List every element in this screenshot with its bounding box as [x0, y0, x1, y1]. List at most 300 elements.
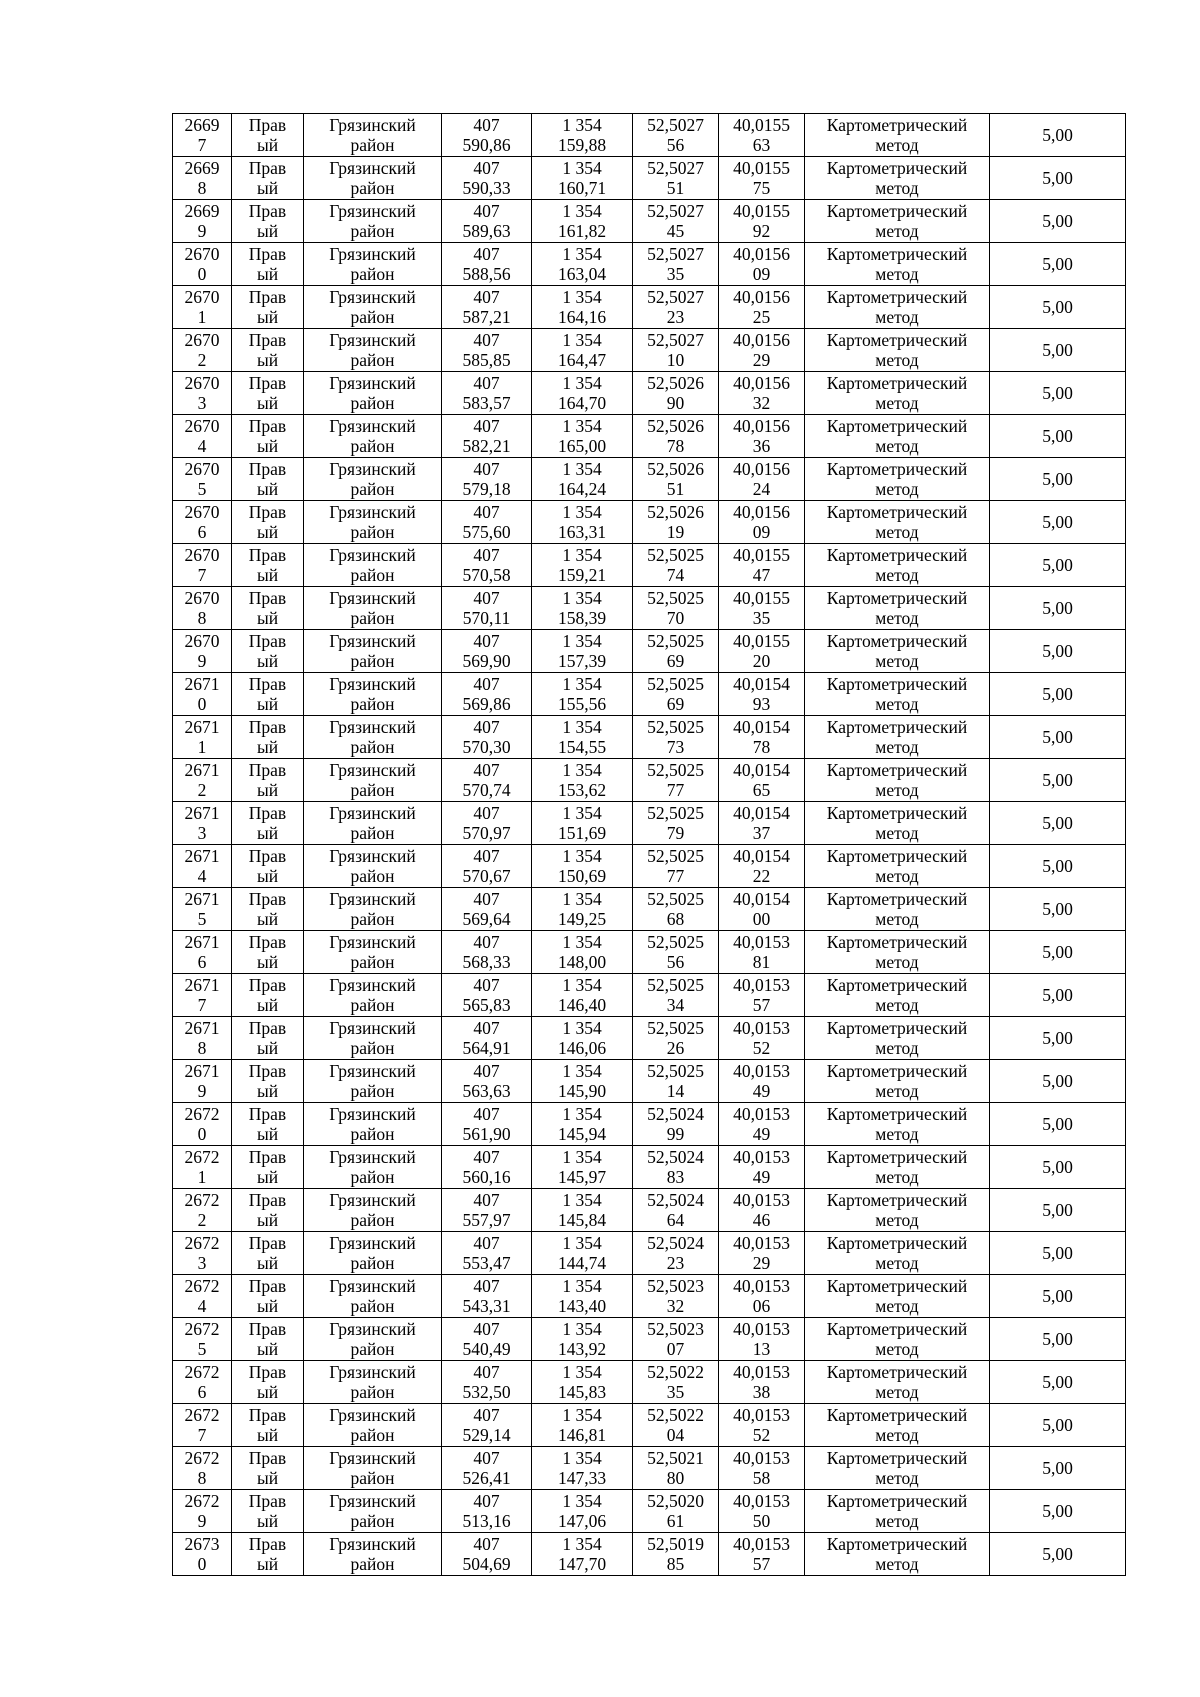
longitude-cell-line: 63: [752, 135, 771, 155]
longitude-cell-line: 20: [752, 651, 771, 671]
side-cell-line: Прав: [248, 330, 287, 350]
method-cell-line: Картометрический: [826, 416, 968, 436]
district-cell-line: Грязинский: [329, 1405, 416, 1425]
side-cell: [232, 587, 304, 630]
method-cell: [805, 286, 990, 329]
longitude-cell-line: 49: [752, 1081, 771, 1101]
point-number-cell: [173, 372, 232, 415]
point-number-cell-line: 2671: [184, 1018, 220, 1038]
y-coordinate-cell: [532, 1361, 633, 1404]
y-coordinate-cell: [532, 1447, 633, 1490]
accuracy-cell: 5,00: [990, 587, 1126, 630]
y-coordinate-cell-line: 148,00: [557, 952, 607, 972]
point-number-cell-line: 2: [197, 350, 207, 370]
x-coordinate-cell: [442, 1060, 532, 1103]
x-coordinate-cell: [442, 1275, 532, 1318]
method-cell: [805, 501, 990, 544]
point-number-cell-line: 5: [197, 479, 207, 499]
district-cell-line: Грязинский: [329, 244, 416, 264]
district-cell-line: Грязинский: [329, 1319, 416, 1339]
longitude-cell-line: 40,0154: [733, 674, 790, 694]
longitude-cell-line: 52: [752, 1425, 771, 1445]
table-row: [173, 759, 1126, 802]
method-cell: [805, 716, 990, 759]
x-coordinate-cell: [442, 243, 532, 286]
y-coordinate-cell: [532, 200, 633, 243]
district-cell-line: район: [350, 952, 395, 972]
district-cell-line: район: [350, 264, 395, 284]
table-row: [173, 458, 1126, 501]
latitude-cell-line: 52,5022: [647, 1362, 704, 1382]
latitude-cell-line: 80: [666, 1468, 685, 1488]
x-coordinate-cell-line: 407: [473, 1018, 500, 1038]
side-cell: [232, 329, 304, 372]
x-coordinate-cell: [442, 114, 532, 157]
district-cell: [304, 974, 442, 1017]
x-coordinate-cell: [442, 415, 532, 458]
y-coordinate-cell-line: 1 354: [562, 1276, 602, 1296]
table-row: [173, 888, 1126, 931]
table-row: [173, 1490, 1126, 1533]
point-number-cell-line: 8: [197, 178, 207, 198]
y-coordinate-cell-line: 1 354: [562, 975, 602, 995]
point-number-cell-line: 0: [197, 264, 207, 284]
method-cell: [805, 1318, 990, 1361]
y-coordinate-cell: [532, 501, 633, 544]
y-coordinate-cell-line: 1 354: [562, 1534, 602, 1554]
method-cell-line: Картометрический: [826, 158, 968, 178]
table-row: [173, 243, 1126, 286]
x-coordinate-cell: [442, 1017, 532, 1060]
district-cell: [304, 1060, 442, 1103]
accuracy-cell: 5,00: [990, 1533, 1126, 1576]
accuracy-cell: 5,00: [990, 630, 1126, 673]
x-coordinate-cell-line: 588,56: [462, 264, 511, 284]
y-coordinate-cell-line: 1 354: [562, 1319, 602, 1339]
longitude-cell-line: 40,0153: [733, 1534, 790, 1554]
latitude-cell: [633, 888, 719, 931]
y-coordinate-cell-line: 146,06: [557, 1038, 607, 1058]
side-cell: [232, 888, 304, 931]
method-cell-line: метод: [875, 1081, 919, 1101]
method-cell: [805, 673, 990, 716]
accuracy-cell: 5,00: [990, 329, 1126, 372]
table-row: [173, 673, 1126, 716]
method-cell-line: метод: [875, 565, 919, 585]
side-cell-line: Прав: [248, 502, 287, 522]
point-number-cell-line: 2673: [184, 1534, 220, 1554]
latitude-cell-line: 10: [666, 350, 685, 370]
district-cell: [304, 802, 442, 845]
y-coordinate-cell-line: 145,84: [557, 1210, 607, 1230]
point-number-cell: [173, 1361, 232, 1404]
y-coordinate-cell-line: 143,40: [557, 1296, 607, 1316]
accuracy-cell: 5,00: [990, 1490, 1126, 1533]
point-number-cell-line: 3: [197, 393, 207, 413]
x-coordinate-cell-line: 407: [473, 760, 500, 780]
y-coordinate-cell: [532, 157, 633, 200]
longitude-cell-line: 40,0156: [733, 502, 790, 522]
latitude-cell-line: 52,5025: [647, 932, 704, 952]
method-cell: [805, 200, 990, 243]
y-coordinate-cell-line: 165,00: [557, 436, 607, 456]
district-cell-line: Грязинский: [329, 158, 416, 178]
district-cell-line: Грязинский: [329, 1147, 416, 1167]
x-coordinate-cell: [442, 1490, 532, 1533]
table-row: [173, 157, 1126, 200]
district-cell: [304, 1318, 442, 1361]
x-coordinate-cell-line: 561,90: [462, 1124, 511, 1144]
point-number-cell-line: 4: [197, 866, 207, 886]
latitude-cell-line: 35: [666, 1382, 685, 1402]
x-coordinate-cell-line: 582,21: [462, 436, 511, 456]
point-number-cell: [173, 802, 232, 845]
point-number-cell-line: 2670: [184, 287, 220, 307]
point-number-cell-line: 2: [197, 1210, 207, 1230]
latitude-cell: [633, 1275, 719, 1318]
side-cell: [232, 1318, 304, 1361]
point-number-cell: [173, 974, 232, 1017]
x-coordinate-cell-line: 407: [473, 1491, 500, 1511]
longitude-cell-line: 38: [752, 1382, 771, 1402]
longitude-cell-line: 46: [752, 1210, 771, 1230]
y-coordinate-cell-line: 1 354: [562, 1233, 602, 1253]
side-cell: [232, 415, 304, 458]
latitude-cell-line: 35: [666, 264, 685, 284]
district-cell-line: район: [350, 1339, 395, 1359]
point-number-cell: [173, 544, 232, 587]
y-coordinate-cell: [532, 1275, 633, 1318]
longitude-cell-line: 40,0153: [733, 1405, 790, 1425]
y-coordinate-cell-line: 1 354: [562, 115, 602, 135]
point-number-cell-line: 6: [197, 1382, 207, 1402]
point-number-cell: [173, 1060, 232, 1103]
method-cell: [805, 1275, 990, 1318]
latitude-cell-line: 77: [666, 866, 685, 886]
side-cell: [232, 501, 304, 544]
longitude-cell: [719, 1189, 805, 1232]
x-coordinate-cell-line: 407: [473, 1233, 500, 1253]
x-coordinate-cell: [442, 888, 532, 931]
side-cell-line: Прав: [248, 115, 287, 135]
longitude-cell-line: 40,0156: [733, 416, 790, 436]
latitude-cell-line: 52,5023: [647, 1319, 704, 1339]
x-coordinate-cell: [442, 1361, 532, 1404]
latitude-cell-line: 52,5019: [647, 1534, 704, 1554]
side-cell: [232, 1017, 304, 1060]
table-row: [173, 1189, 1126, 1232]
y-coordinate-cell: [532, 1318, 633, 1361]
y-coordinate-cell: [532, 1146, 633, 1189]
latitude-cell: [633, 415, 719, 458]
x-coordinate-cell-line: 553,47: [462, 1253, 511, 1273]
longitude-cell: [719, 759, 805, 802]
method-cell-line: метод: [875, 995, 919, 1015]
side-cell-line: ый: [256, 436, 279, 456]
x-coordinate-cell-line: 570,67: [462, 866, 511, 886]
longitude-cell-line: 40,0153: [733, 1104, 790, 1124]
longitude-cell-line: 40,0153: [733, 1362, 790, 1382]
method-cell: [805, 888, 990, 931]
method-cell-line: метод: [875, 1511, 919, 1531]
side-cell-line: ый: [256, 393, 279, 413]
side-cell: [232, 544, 304, 587]
longitude-cell: [719, 1533, 805, 1576]
point-number-cell: [173, 1017, 232, 1060]
side-cell-line: Прав: [248, 975, 287, 995]
longitude-cell-line: 40,0156: [733, 244, 790, 264]
y-coordinate-cell-line: 1 354: [562, 631, 602, 651]
x-coordinate-cell-line: 532,50: [462, 1382, 511, 1402]
longitude-cell: [719, 1361, 805, 1404]
district-cell-line: район: [350, 350, 395, 370]
side-cell-line: Прав: [248, 201, 287, 221]
method-cell-line: Картометрический: [826, 201, 968, 221]
method-cell: [805, 329, 990, 372]
x-coordinate-cell: [442, 1318, 532, 1361]
longitude-cell: [719, 372, 805, 415]
y-coordinate-cell-line: 164,70: [557, 393, 607, 413]
latitude-cell: [633, 716, 719, 759]
method-cell-line: метод: [875, 135, 919, 155]
side-cell-line: ый: [256, 178, 279, 198]
method-cell-line: метод: [875, 780, 919, 800]
point-number-cell: [173, 716, 232, 759]
x-coordinate-cell-line: 407: [473, 975, 500, 995]
side-cell-line: ый: [256, 350, 279, 370]
district-cell-line: Грязинский: [329, 631, 416, 651]
side-cell-line: Прав: [248, 1448, 287, 1468]
longitude-cell-line: 40,0155: [733, 588, 790, 608]
side-cell-line: Прав: [248, 1276, 287, 1296]
district-cell-line: район: [350, 1210, 395, 1230]
district-cell-line: район: [350, 694, 395, 714]
method-cell-line: метод: [875, 307, 919, 327]
y-coordinate-cell: [532, 544, 633, 587]
latitude-cell-line: 52,5025: [647, 588, 704, 608]
method-cell-line: метод: [875, 1124, 919, 1144]
point-number-cell-line: 7: [197, 995, 207, 1015]
latitude-cell-line: 69: [666, 694, 685, 714]
side-cell-line: Прав: [248, 631, 287, 651]
longitude-cell-line: 40,0156: [733, 287, 790, 307]
longitude-cell-line: 40,0153: [733, 1276, 790, 1296]
y-coordinate-cell-line: 1 354: [562, 846, 602, 866]
longitude-cell-line: 29: [752, 1253, 771, 1273]
district-cell-line: Грязинский: [329, 287, 416, 307]
method-cell: [805, 845, 990, 888]
point-number-cell: [173, 1103, 232, 1146]
y-coordinate-cell-line: 153,62: [557, 780, 607, 800]
point-number-cell-line: 2669: [184, 158, 220, 178]
method-cell-line: Картометрический: [826, 846, 968, 866]
latitude-cell-line: 52,5025: [647, 889, 704, 909]
district-cell-line: Грязинский: [329, 588, 416, 608]
longitude-cell: [719, 1490, 805, 1533]
district-cell: [304, 888, 442, 931]
method-cell-line: метод: [875, 1554, 919, 1574]
method-cell-line: метод: [875, 866, 919, 886]
x-coordinate-cell-line: 407: [473, 201, 500, 221]
point-number-cell-line: 2669: [184, 201, 220, 221]
y-coordinate-cell: [532, 1060, 633, 1103]
accuracy-cell: 5,00: [990, 888, 1126, 931]
side-cell: [232, 1146, 304, 1189]
latitude-cell-line: 23: [666, 1253, 685, 1273]
point-number-cell: [173, 415, 232, 458]
district-cell-line: район: [350, 780, 395, 800]
method-cell: [805, 587, 990, 630]
method-cell-line: Картометрический: [826, 1491, 968, 1511]
accuracy-cell: 5,00: [990, 1275, 1126, 1318]
district-cell-line: Грязинский: [329, 330, 416, 350]
point-number-cell: [173, 587, 232, 630]
y-coordinate-cell-line: 1 354: [562, 1061, 602, 1081]
latitude-cell-line: 52,5020: [647, 1491, 704, 1511]
latitude-cell-line: 34: [666, 995, 685, 1015]
district-cell-line: район: [350, 909, 395, 929]
district-cell-line: Грязинский: [329, 975, 416, 995]
longitude-cell-line: 35: [752, 608, 771, 628]
x-coordinate-cell-line: 407: [473, 1534, 500, 1554]
method-cell: [805, 974, 990, 1017]
x-coordinate-cell: [442, 372, 532, 415]
method-cell-line: метод: [875, 1167, 919, 1187]
district-cell: [304, 1017, 442, 1060]
latitude-cell-line: 52,5027: [647, 244, 704, 264]
accuracy-cell: 5,00: [990, 802, 1126, 845]
side-cell: [232, 716, 304, 759]
longitude-cell: [719, 1447, 805, 1490]
longitude-cell-line: 40,0153: [733, 1018, 790, 1038]
district-cell-line: Грязинский: [329, 115, 416, 135]
y-coordinate-cell-line: 149,25: [557, 909, 607, 929]
latitude-cell-line: 99: [666, 1124, 685, 1144]
y-coordinate-cell-line: 1 354: [562, 1362, 602, 1382]
point-number-cell-line: 6: [197, 522, 207, 542]
district-cell-line: Грязинский: [329, 1534, 416, 1554]
latitude-cell-line: 52,5025: [647, 846, 704, 866]
x-coordinate-cell: [442, 1232, 532, 1275]
x-coordinate-cell-line: 407: [473, 932, 500, 952]
y-coordinate-cell-line: 143,92: [557, 1339, 607, 1359]
district-cell-line: район: [350, 307, 395, 327]
latitude-cell-line: 52,5024: [647, 1147, 704, 1167]
side-cell: [232, 286, 304, 329]
longitude-cell-line: 49: [752, 1124, 771, 1144]
side-cell-line: ый: [256, 221, 279, 241]
point-number-cell-line: 2671: [184, 717, 220, 737]
method-cell: [805, 1447, 990, 1490]
district-cell: [304, 243, 442, 286]
point-number-cell-line: 0: [197, 1124, 207, 1144]
longitude-cell: [719, 415, 805, 458]
y-coordinate-cell: [532, 1490, 633, 1533]
y-coordinate-cell: [532, 372, 633, 415]
x-coordinate-cell: [442, 802, 532, 845]
longitude-cell: [719, 1146, 805, 1189]
side-cell-line: Прав: [248, 760, 287, 780]
x-coordinate-cell: [442, 759, 532, 802]
district-cell-line: Грязинский: [329, 1061, 416, 1081]
point-number-cell-line: 2671: [184, 1061, 220, 1081]
x-coordinate-cell-line: 407: [473, 115, 500, 135]
district-cell: [304, 1447, 442, 1490]
method-cell-line: Картометрический: [826, 287, 968, 307]
table-row: [173, 1318, 1126, 1361]
district-cell: [304, 587, 442, 630]
longitude-cell-line: 40,0154: [733, 889, 790, 909]
point-number-cell-line: 2672: [184, 1190, 220, 1210]
accuracy-cell: 5,00: [990, 716, 1126, 759]
district-cell: [304, 1533, 442, 1576]
side-cell-line: ый: [256, 1554, 279, 1574]
longitude-cell: [719, 888, 805, 931]
method-cell-line: метод: [875, 221, 919, 241]
x-coordinate-cell: [442, 501, 532, 544]
y-coordinate-cell: [532, 329, 633, 372]
x-coordinate-cell-line: 568,33: [462, 952, 511, 972]
method-cell-line: метод: [875, 1253, 919, 1273]
x-coordinate-cell-line: 407: [473, 459, 500, 479]
point-number-cell: [173, 1447, 232, 1490]
latitude-cell: [633, 974, 719, 1017]
x-coordinate-cell-line: 543,31: [462, 1296, 511, 1316]
method-cell: [805, 544, 990, 587]
y-coordinate-cell: [532, 114, 633, 157]
side-cell-line: Прав: [248, 1233, 287, 1253]
longitude-cell-line: 40,0153: [733, 1190, 790, 1210]
latitude-cell-line: 52,5026: [647, 459, 704, 479]
y-coordinate-cell: [532, 759, 633, 802]
longitude-cell-line: 92: [752, 221, 771, 241]
x-coordinate-cell-line: 407: [473, 1405, 500, 1425]
table-row: [173, 716, 1126, 759]
side-cell-line: ый: [256, 780, 279, 800]
latitude-cell-line: 52,5025: [647, 760, 704, 780]
district-cell-line: район: [350, 1124, 395, 1144]
y-coordinate-cell: [532, 1533, 633, 1576]
longitude-cell: [719, 458, 805, 501]
district-cell: [304, 1361, 442, 1404]
x-coordinate-cell: [442, 845, 532, 888]
y-coordinate-cell-line: 163,31: [557, 522, 607, 542]
x-coordinate-cell: [442, 716, 532, 759]
y-coordinate-cell: [532, 1017, 633, 1060]
x-coordinate-cell-line: 407: [473, 1104, 500, 1124]
latitude-cell-line: 52,5024: [647, 1104, 704, 1124]
latitude-cell-line: 85: [666, 1554, 685, 1574]
y-coordinate-cell-line: 1 354: [562, 330, 602, 350]
district-cell: [304, 716, 442, 759]
side-cell-line: ый: [256, 1210, 279, 1230]
x-coordinate-cell: [442, 544, 532, 587]
x-coordinate-cell: [442, 630, 532, 673]
latitude-cell-line: 78: [666, 436, 685, 456]
y-coordinate-cell-line: 1 354: [562, 760, 602, 780]
district-cell-line: Грязинский: [329, 416, 416, 436]
y-coordinate-cell-line: 164,16: [557, 307, 607, 327]
latitude-cell-line: 61: [666, 1511, 685, 1531]
point-number-cell: [173, 845, 232, 888]
point-number-cell: [173, 458, 232, 501]
district-cell: [304, 759, 442, 802]
x-coordinate-cell-line: 407: [473, 846, 500, 866]
method-cell-line: Картометрический: [826, 502, 968, 522]
district-cell-line: Грязинский: [329, 1491, 416, 1511]
x-coordinate-cell: [442, 200, 532, 243]
y-coordinate-cell-line: 145,90: [557, 1081, 607, 1101]
